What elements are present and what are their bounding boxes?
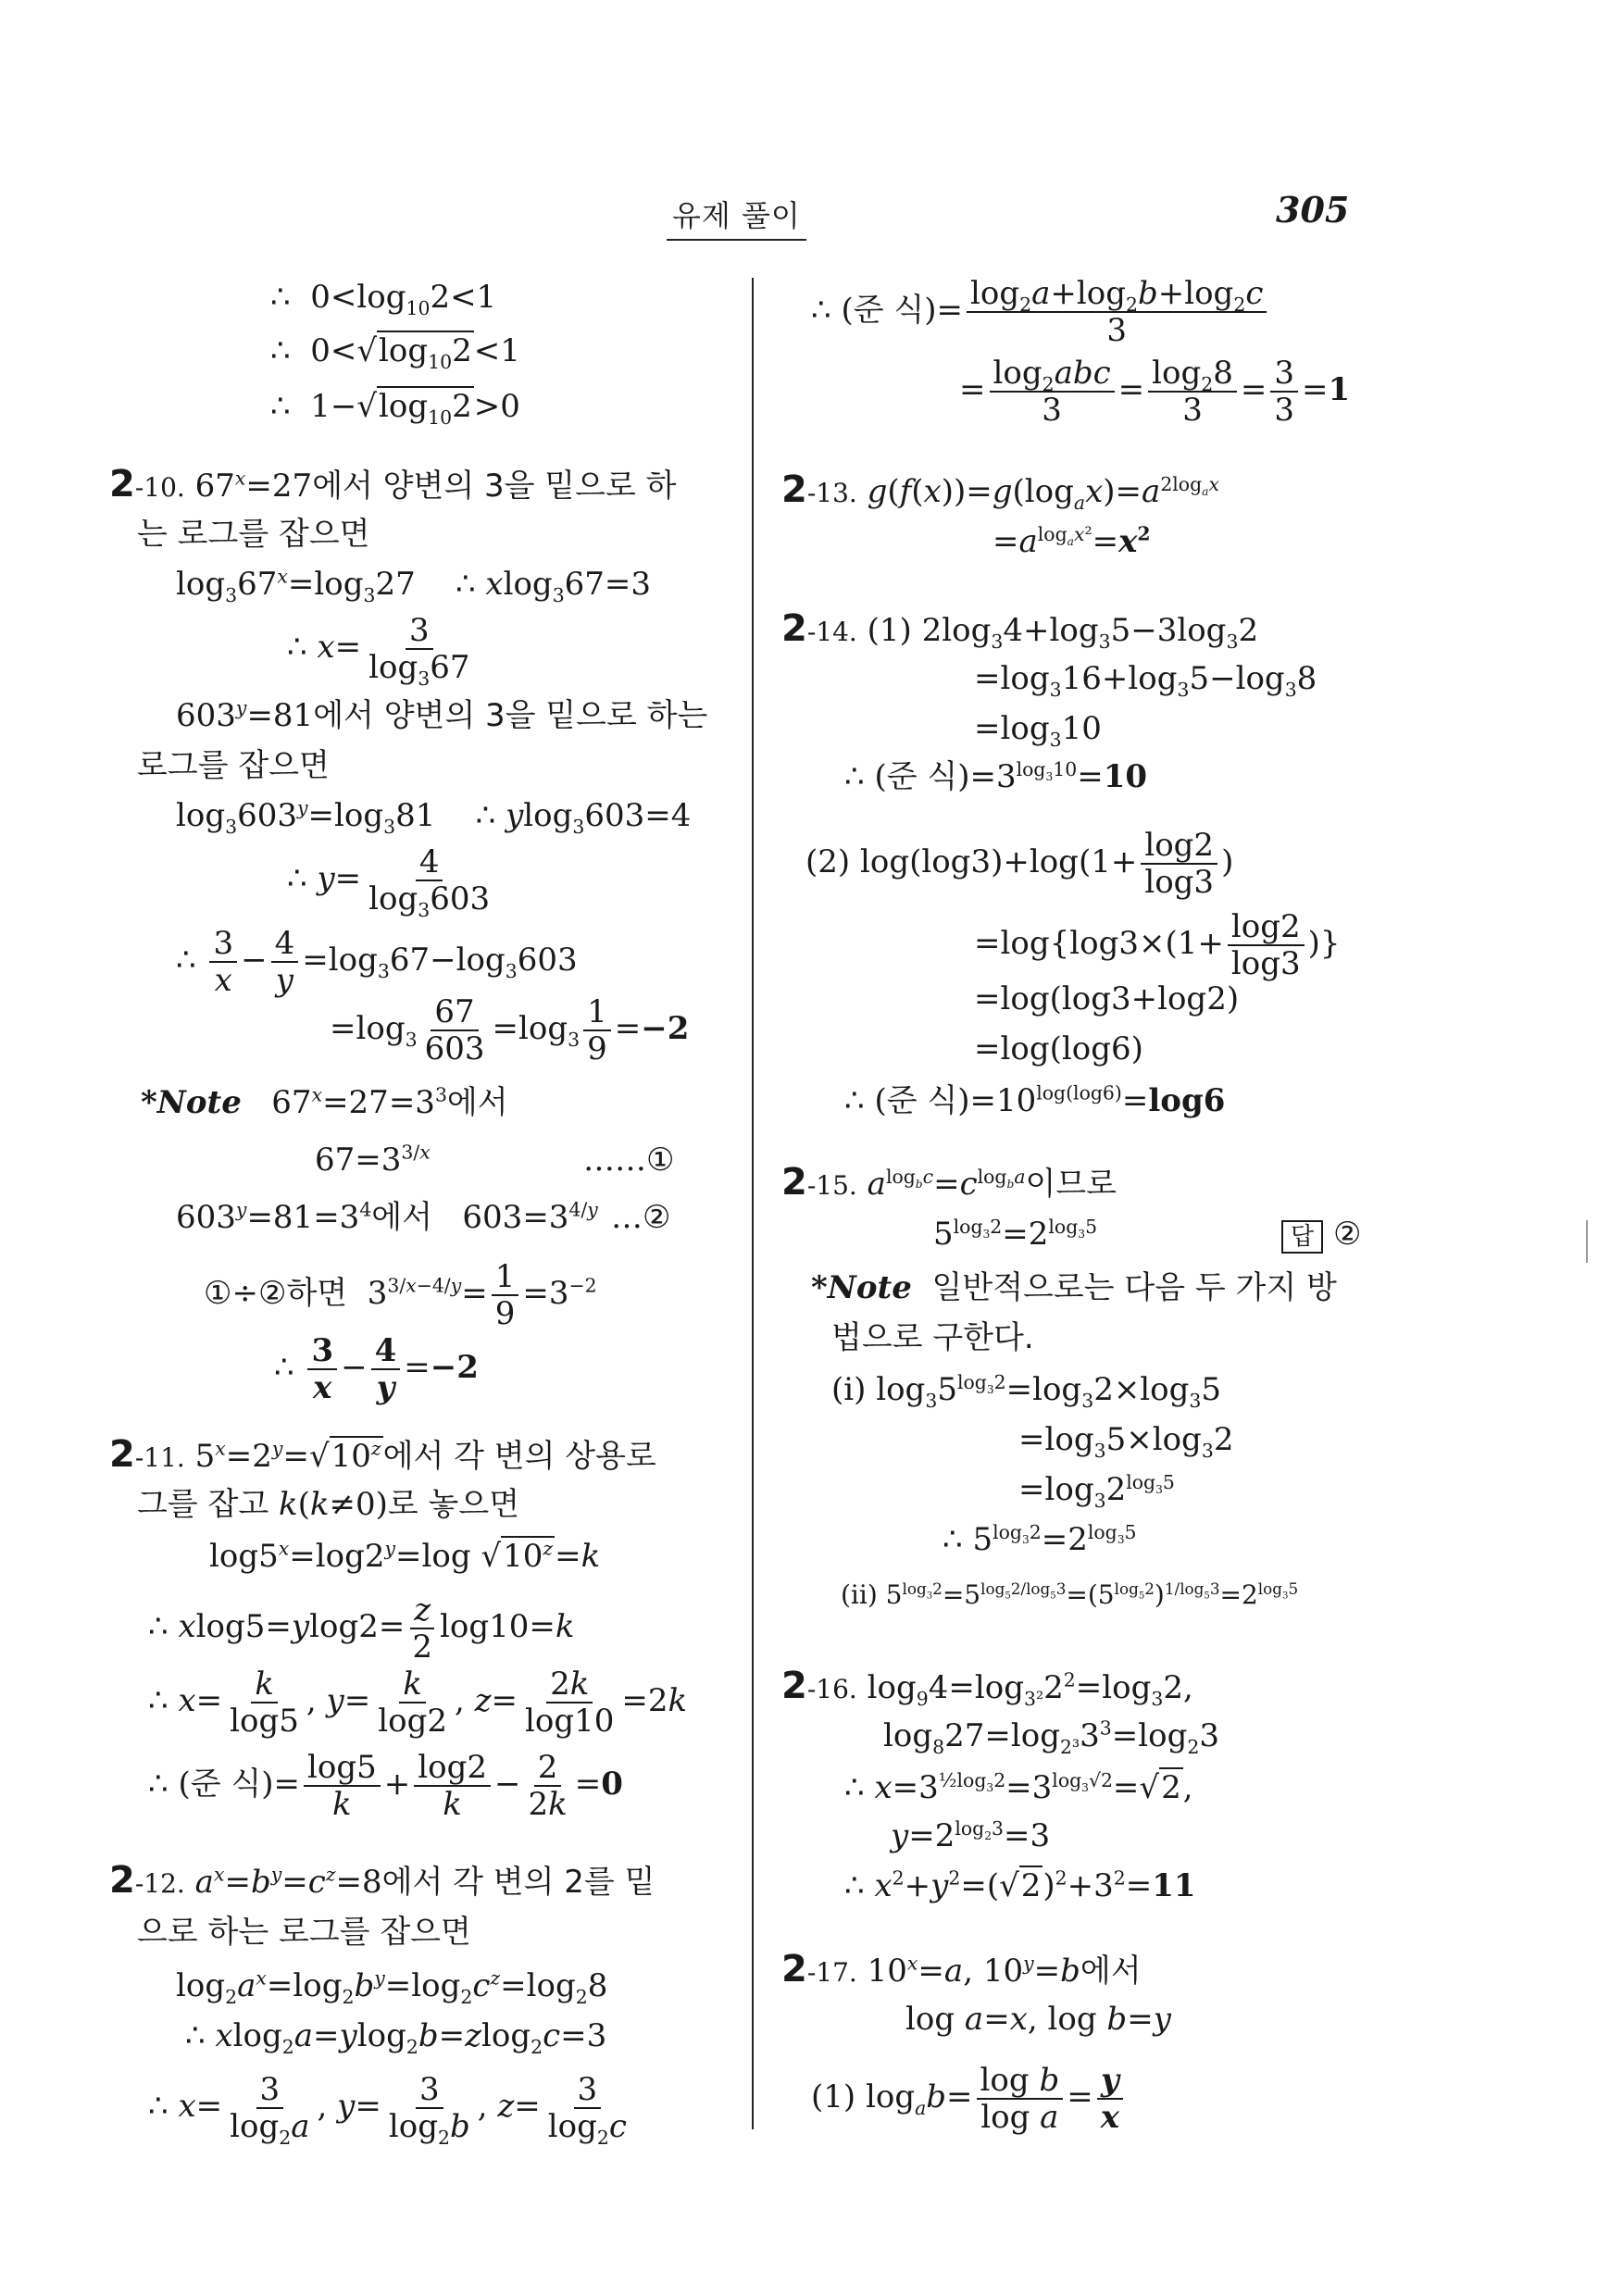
problem-2-15-answer — [1281, 1215, 1361, 1254]
column-divider — [752, 278, 754, 2129]
problem-2-10-line-4: ∴ x= $\frac{3}{\log_367}$ — [287, 612, 470, 690]
problem-2-17-line-2: log a=x, log b=y — [905, 2001, 1171, 2038]
problem-2-15-note-7: (ii) $5^{log_32}=5^{log_52/log_53}=(5^{log_52})^{1/log_53}=2^{log_35}$ — [841, 1578, 1299, 1610]
problem-2-14-line-1: 2-14. (1) $2\log_34+\log_35-3\log_32$ — [781, 607, 1259, 653]
problem-2-15-note-4: $=\log_35\times\log_32$ — [1018, 1421, 1234, 1462]
problem-2-11-line-3: $\log 5^x=\log 2^y=\log$ $√10^z=k$ — [209, 1537, 601, 1575]
problem-2-11-line-1: 2-11. $5^x=2^y=√10^z$에서 각 변의 상용로 — [109, 1433, 656, 1476]
problem-2-12-line-5: ∴ x= $\frac{3}{\log_2a}$ , y= $\frac{3}{\log_2b}$ , z= $\frac{3}{\log_2c}$ — [148, 2071, 627, 2149]
problem-2-17-line-1: 2-17. $10^x=a$, $10^y=b$에서 — [781, 1948, 1142, 1990]
problem-2-15-note-3: (i) $\log_35^{log_32}=\log_32\times\log_35$ — [831, 1370, 1222, 1412]
problem-2-12-cont-line-2: = $\frac{\log_2abc}{3}$ = $\frac{\log_28}{3}$ = $\frac{3}{3}$ =1 — [959, 355, 1351, 429]
problem-2-14-line-8: =log(log6) — [974, 1030, 1143, 1067]
problem-2-10-line-9: ∴ $\frac{3}{x}$ − $\frac{4}{y}$ $=\log_367-\log_3603$ — [176, 925, 578, 999]
answer-box: 답 — [1281, 1220, 1323, 1254]
problem-2-10-line-5: $603^y=81$에서 양변의 3을 밑으로 하는 — [176, 696, 708, 734]
problem-2-10-line-3: $\log_367^x=\log_327$ ∴ xlog$_3$67=3 — [176, 565, 652, 606]
problem-2-12-line-2: 으로 하는 로그를 잡으면 — [137, 1914, 471, 1951]
problem-2-16-line-3: ∴ $x=3^{\frac{1}{2}log_32}=3^{log_3√2}=√2$, — [844, 1768, 1193, 1806]
intro-line-2: ∴ $0<√\log_{10}2<1$ — [270, 332, 520, 373]
problem-2-10-line-7: $\log_3603^y=\log_381$ ∴ ylog$_3$603=4 — [176, 796, 692, 838]
problem-2-12-line-4: ∴ xlog$_2$a=ylog$_2$b=zlog$_2$c=3 — [185, 2017, 607, 2058]
problem-2-10-note-2: $67=3^{3/x}$ — [315, 1141, 431, 1179]
problem-2-16-line-1: 2-16. $\log_94=\log_{3^2}2^2=\log_32$, — [781, 1665, 1193, 1710]
problem-2-14-line-7: =log(log3+log2) — [974, 980, 1240, 1017]
problem-2-16-line-4: $y=2^{log_23}=3$ — [891, 1816, 1051, 1854]
problem-2-10-line-2: 는 로그를 잡으면 — [137, 516, 370, 553]
problem-2-15-note-1: *Note 일반적으로는 다음 두 가지 방 — [811, 1269, 1337, 1306]
problem-2-11-line-5: ∴ x= $\frac{k}{\log 5}$ , y= $\frac{k}{\log 2}$ , z= $\frac{2k}{\log 10}$ =2k — [148, 1666, 688, 1740]
intro-line-3: ∴ $1-√\log_{10}2>0$ — [270, 388, 520, 429]
problem-2-15-note-6: ∴ $5^{log_32}=2^{log_35}$ — [943, 1520, 1137, 1558]
problem-2-10-note-3-ref: …② — [611, 1199, 671, 1236]
problem-2-12-cont-line-1: ∴ (준 식)= $\frac{\log_2a+\log_2b+\log_2c}{3}$ — [811, 276, 1270, 348]
problem-2-14-line-2: $=\log_316+\log_35-\log_38$ — [974, 660, 1317, 701]
problem-2-16-line-2: $\log_827=\log_{2^3}3^3=\log_23$ — [883, 1716, 1219, 1758]
problem-2-10-line-10: $=\log_3$ $\frac{67}{603}$ $=\log_3$ $\frac{1}{9}$ =−2 — [330, 993, 690, 1067]
section-title: 유제 풀이 — [667, 193, 806, 241]
problem-2-10-note-2-ref: ……① — [583, 1142, 675, 1179]
problem-2-12-line-1: 2-12. $a^x=b^y=c^z=8$에서 각 변의 2를 밑 — [109, 1859, 655, 1902]
problem-2-10-note-4: ①÷②하면 $3^{3/x-4/y}=$ $\frac{1}{9}$ $=3^{-2}$ — [204, 1258, 597, 1332]
problem-2-14-line-6: =log{log3×(1+ $\frac{\log 2}{\log 3}$ )} — [974, 908, 1341, 982]
problem-2-16-line-5: ∴ $x^2+y^2=(√2)^2+3^2=11$ — [844, 1866, 1196, 1904]
problem-2-10-note-1: *Note $67^x=27=3^3$에서 — [141, 1083, 508, 1121]
scan-artifact — [1586, 1220, 1588, 1263]
problem-2-11-line-6: ∴ (준 식)= $\frac{\log 5}{k}$ + $\frac{\log 2}{k}$ − $\frac{2}{2k}$ =0 — [148, 1749, 623, 1823]
problem-2-13-line-1: 2-13. $g(f(x))=g(\log_ax)=a^{2log_ax}$ — [781, 468, 1219, 514]
problem-2-15-note-5: $=\log_32^{log_35}$ — [1018, 1470, 1175, 1512]
problem-2-11-line-4: ∴ xlog5=ylog2= $\frac{z}{2}$ log10=k — [148, 1591, 575, 1666]
problem-2-13-line-2: $=a^{log_ax^2}=x^2$ — [993, 522, 1151, 560]
intro-line-1: ∴ $0<\log_{10}2<1$ — [270, 279, 497, 319]
problem-2-10-line-6: 로그를 잡으면 — [137, 747, 330, 784]
problem-2-15-note-2: 법으로 구한다. — [831, 1319, 1034, 1356]
problem-2-10-note-5: ∴ $\frac{3}{x}$ − $\frac{4}{y}$ =−2 — [274, 1332, 479, 1406]
problem-2-17-line-3: (1) $\log_ab=$ $\frac{\text{log b}}{\text{log a}}$ = $\frac{y}{x}$ — [811, 2063, 1127, 2135]
problem-2-10-line-8: ∴ y= $\frac{4}{\log_3603}$ — [287, 843, 491, 921]
problem-2-14-line-4: ∴ (준 식)$=3^{log_310}=10$ — [844, 757, 1148, 795]
problem-2-15-line-1: 2-15. $a^{log_bc}=c^{log_ba}$이므로 — [781, 1161, 1117, 1204]
problem-2-14-line-3: $=\log_310$ — [974, 710, 1102, 751]
problem-2-15-line-2: $5^{log_32}=2^{log_35}$ — [933, 1215, 1098, 1253]
problem-2-14-line-5: (2) log(log3)+log(1+ $\frac{\log 2}{\log 3}$ ) — [805, 827, 1234, 901]
problem-2-10-line-1: 2-10. $67^x=27$에서 양변의 3을 밑으로 하 — [109, 463, 677, 505]
answer-value: ② — [1332, 1216, 1362, 1253]
page-number: 305 — [1276, 189, 1350, 231]
problem-2-10-note-3: $603^y=81=3^4$에서 $603=3^{4/y}$ — [176, 1198, 598, 1236]
problem-2-14-line-9: ∴ (준 식)$=10^{log(log6)}=\log 6$ — [844, 1081, 1226, 1119]
problem-2-11-line-2: 그를 잡고 k(k≠0)로 놓으면 — [137, 1486, 520, 1523]
problem-2-12-line-3: $\log_2a^x=\log_2b^y=\log_2c^z=\log_28$ — [176, 1966, 608, 2008]
